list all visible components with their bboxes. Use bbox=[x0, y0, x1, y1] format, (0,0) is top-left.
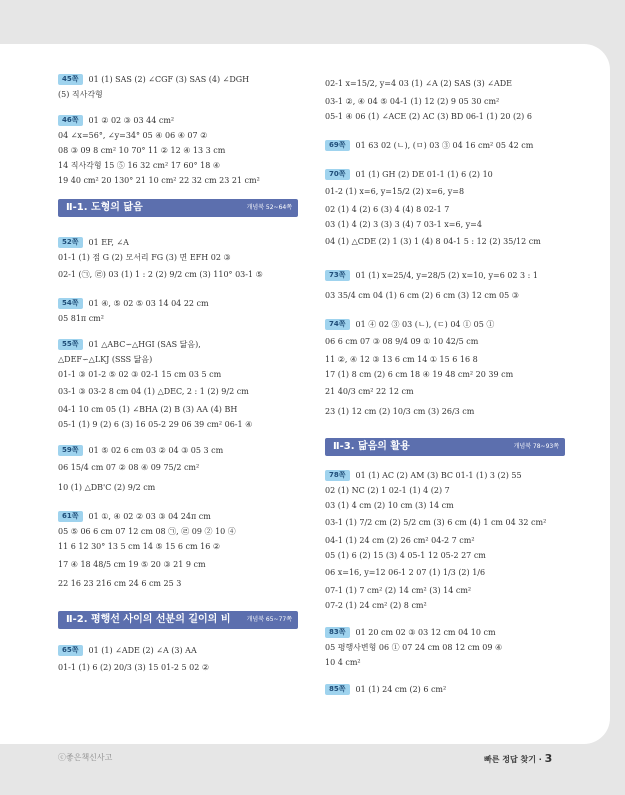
page-badge: 65쪽 bbox=[58, 645, 83, 656]
answer-line: 06 x=16, y=12 06-1 2 07 (1) 1/3 (2) 1/6 bbox=[325, 568, 486, 577]
unit-heading: Ⅱ-1. 도형의 닮음 개념북 52~64쪽 bbox=[58, 199, 298, 217]
answer-line: 01 ④, ⑤ 02 ⑤ 03 14 04 22 cm bbox=[88, 299, 209, 308]
page-footer bbox=[484, 752, 552, 765]
page-badge: 78쪽 bbox=[325, 470, 350, 481]
answer-line: 01-2 (1) x=6, y=15/2 (2) x=6, y=8 bbox=[325, 187, 465, 196]
section-p52 bbox=[58, 235, 308, 285]
answer-line: 08 ③ 09 8 cm² 10 70° 11 ② 12 ④ 13 3 cm bbox=[58, 146, 226, 155]
answer-line: 01 (1) x=25/4, y=28/5 (2) x=10, y=6 02 3 : 1 bbox=[355, 271, 539, 280]
section-p55 bbox=[58, 337, 308, 432]
answer-line: (5) 직사각형 bbox=[58, 90, 103, 99]
page-badge: 73쪽 bbox=[325, 270, 350, 281]
section-p73 bbox=[325, 266, 575, 306]
answer-line: 05 평행사변형 06 ① 07 24 cm 08 12 cm 09 ④ bbox=[325, 643, 503, 652]
section-p65 bbox=[58, 643, 308, 678]
answer-line: 01 ⑤ 02 6 cm 03 ② 04 ③ 05 3 cm bbox=[88, 446, 224, 455]
answer-line: 17 ④ 18 48/5 cm 19 ⑤ 20 ③ 21 9 cm bbox=[58, 560, 206, 569]
answer-line: 01 ④ 02 ③ 03 (ㄴ), (ㄷ) 04 ① 05 ① bbox=[355, 320, 495, 329]
answer-line: 01 ② 02 ③ 03 44 cm² bbox=[88, 116, 175, 125]
answer-line: 21 40/3 cm² 22 12 cm bbox=[325, 387, 414, 396]
page-badge: 55쪽 bbox=[58, 339, 83, 350]
answer-line: 01-1 ③ 01-2 ⑤ 02 ③ 02-1 15 cm 03 5 cm bbox=[58, 370, 222, 379]
answer-line: 03 35/4 cm 04 (1) 6 cm (2) 6 cm (3) 12 cm 05 ③ bbox=[325, 291, 519, 300]
unit-range: 개념북 65~77쪽 bbox=[246, 616, 292, 623]
answer-line: 01 (1) ∠ADE (2) ∠A (3) AA bbox=[88, 646, 197, 655]
answer-line: 01 ①, ④ 02 ② 03 ③ 04 24π cm bbox=[88, 512, 211, 521]
left-column bbox=[58, 72, 308, 689]
answer-line: 10 4 cm² bbox=[325, 658, 361, 667]
answer-line: 01 63 02 (ㄴ), (ㅁ) 03 ③ 04 16 cm² 05 42 cm bbox=[355, 141, 534, 150]
answer-line: 01 (1) 24 cm (2) 6 cm² bbox=[355, 685, 447, 694]
section-p74 bbox=[325, 317, 575, 422]
unit-range: 개념북 78~93쪽 bbox=[513, 443, 559, 450]
page-badge: 85쪽 bbox=[325, 684, 350, 695]
answer-line: 02 (1) NC (2) 1 02-1 (1) 4 (2) 7 bbox=[325, 486, 450, 495]
answer-line: △DEF∽△LKJ (SSS 닮음) bbox=[58, 355, 153, 364]
answer-line: 01 △ABC∽△HGI (SAS 닮음), bbox=[88, 340, 201, 349]
answer-line: 05 (1) 6 (2) 15 (3) 4 05-1 12 05-2 27 cm bbox=[325, 551, 486, 560]
answer-line: 06 15/4 cm 07 ② 08 ④ 09 75/2 cm² bbox=[58, 463, 200, 472]
page-badge: 61쪽 bbox=[58, 511, 83, 522]
answer-line: 03-1 ③ 03-2 8 cm 04 (1) △DEC, 2 : 1 (2) 9/2 cm bbox=[58, 387, 249, 396]
answer-line: 17 (1) 8 cm (2) 6 cm 18 ④ 19 48 cm² 20 39 cm bbox=[325, 370, 514, 379]
answer-line: 05-1 (1) 9 (2) 6 (3) 16 05-2 29 06 39 cm² 06-1 ④ bbox=[58, 420, 253, 429]
section-p46 bbox=[58, 113, 308, 188]
page-badge: 54쪽 bbox=[58, 298, 83, 309]
answer-line: 01-1 (1) 점 G (2) 모서리 FG (3) 면 EFH 02 ③ bbox=[58, 253, 231, 262]
answer-line: 22 16 23 216 cm 24 6 cm 25 3 bbox=[58, 579, 182, 588]
answer-line: 05 81π cm² bbox=[58, 314, 104, 323]
section-r1 bbox=[325, 74, 575, 124]
answer-line: 03 (1) 4 (2) 3 (3) 3 (4) 7 03-1 x=6, y=4 bbox=[325, 220, 482, 229]
answer-line: 02 (1) 4 (2) 6 (3) 4 (4) 8 02-1 7 bbox=[325, 205, 450, 214]
section-p61 bbox=[58, 509, 308, 591]
page-badge: 69쪽 bbox=[325, 140, 350, 151]
answer-line: 14 직사각형 15 ⑤ 16 32 cm² 17 60° 18 ④ bbox=[58, 161, 221, 170]
section-p69 bbox=[325, 138, 575, 153]
answer-line: 07-2 (1) 24 cm² (2) 8 cm² bbox=[325, 601, 427, 610]
answer-line: 03-1 (1) 7/2 cm (2) 5/2 cm (3) 6 cm (4) 1 cm 04 32 cm² bbox=[325, 518, 547, 527]
page-badge: 70쪽 bbox=[325, 169, 350, 180]
answer-line: 02-1 (㉠, ㉣) 03 (1) 1 : 2 (2) 9/2 cm (3) 110° 03-1 ⑤ bbox=[58, 270, 263, 279]
answer-line: 04-1 (1) 24 cm (2) 26 cm² 04-2 7 cm² bbox=[325, 536, 475, 545]
unit-heading: Ⅱ-2. 평행선 사이의 선분의 길이의 비 개념북 65~77쪽 bbox=[58, 611, 298, 629]
section-p85 bbox=[325, 682, 575, 697]
answer-line: 11 6 12 30° 13 5 cm 14 ⑤ 15 6 cm 16 ② bbox=[58, 542, 221, 551]
section-p70 bbox=[325, 167, 575, 252]
answer-line: 01-1 (1) 6 (2) 20/3 (3) 15 01-2 5 02 ② bbox=[58, 663, 210, 672]
answer-line: 01 20 cm 02 ③ 03 12 cm 04 10 cm bbox=[355, 628, 496, 637]
page-number: 3 bbox=[544, 752, 553, 765]
answer-line: 04 ∠x=56°, ∠y=34° 05 ④ 06 ④ 07 ② bbox=[58, 131, 208, 140]
publisher-footer: ⓒ좋은책신사고 bbox=[58, 753, 113, 762]
right-column bbox=[325, 74, 575, 708]
page-badge: 46쪽 bbox=[58, 115, 83, 126]
unit-heading: Ⅱ-3. 닮음의 활용 개념북 78~93쪽 bbox=[325, 438, 565, 456]
answer-line: 05-1 ④ 06 (1) ∠ACE (2) AC (3) BD 06-1 (1) 20 (2) 6 bbox=[325, 112, 532, 121]
answer-line: 01 (1) SAS (2) ∠CGF (3) SAS (4) ∠DGH bbox=[88, 75, 250, 84]
answer-line: 05 ⑤ 06 6 cm 07 12 cm 08 ㉠, ㉣ 09 ② 10 ④ bbox=[58, 527, 236, 536]
page-badge: 83쪽 bbox=[325, 627, 350, 638]
unit-range: 개념북 52~64쪽 bbox=[246, 204, 292, 211]
answer-line: 01 (1) GH (2) DE 01-1 (1) 6 (2) 10 bbox=[355, 170, 493, 179]
footer-label: 빠른 정답 찾기 · bbox=[484, 755, 542, 764]
section-p83 bbox=[325, 625, 575, 670]
answer-line: 03 (1) 4 cm (2) 10 cm (3) 14 cm bbox=[325, 501, 454, 510]
page-badge: 45쪽 bbox=[58, 74, 83, 85]
answer-line: 01 EF, ∠A bbox=[88, 238, 129, 247]
section-p78 bbox=[325, 468, 575, 613]
answer-line: 04-1 10 cm 05 (1) ∠BHA (2) B (3) AA (4) BH bbox=[58, 405, 238, 414]
section-p54 bbox=[58, 296, 308, 326]
section-p59 bbox=[58, 443, 308, 498]
answer-line: 06 6 cm 07 ③ 08 9/4 09 ① 10 42/5 cm bbox=[325, 337, 479, 346]
answer-line: 11 ②, ④ 12 ③ 13 6 cm 14 ① 15 6 16 8 bbox=[325, 355, 478, 364]
answer-line: 07-1 (1) 7 cm² (2) 14 cm² (3) 14 cm² bbox=[325, 586, 472, 595]
answer-line: 10 (1) △DB'C (2) 9/2 cm bbox=[58, 483, 156, 492]
page-badge: 52쪽 bbox=[58, 237, 83, 248]
answer-line: 19 40 cm² 20 130° 21 10 cm² 22 32 cm 23 21 cm² bbox=[58, 176, 260, 185]
page-badge: 74쪽 bbox=[325, 319, 350, 330]
section-p45 bbox=[58, 72, 308, 102]
page-badge: 59쪽 bbox=[58, 445, 83, 456]
answer-line: 03-1 ②, ④ 04 ⑤ 04-1 (1) 12 (2) 9 05 30 cm² bbox=[325, 97, 500, 106]
answer-line: 01 (1) AC (2) AM (3) BC 01-1 (1) 3 (2) 55 bbox=[355, 471, 522, 480]
answer-line: 02-1 x=15/2, y=4 03 (1) ∠A (2) SAS (3) ∠ADE bbox=[325, 79, 513, 88]
answer-line: 04 (1) △CDE (2) 1 (3) 1 (4) 8 04-1 5 : 12 (2) 35/12 cm bbox=[325, 237, 541, 246]
answer-line: 23 (1) 12 cm (2) 10/3 cm (3) 26/3 cm bbox=[325, 407, 475, 416]
